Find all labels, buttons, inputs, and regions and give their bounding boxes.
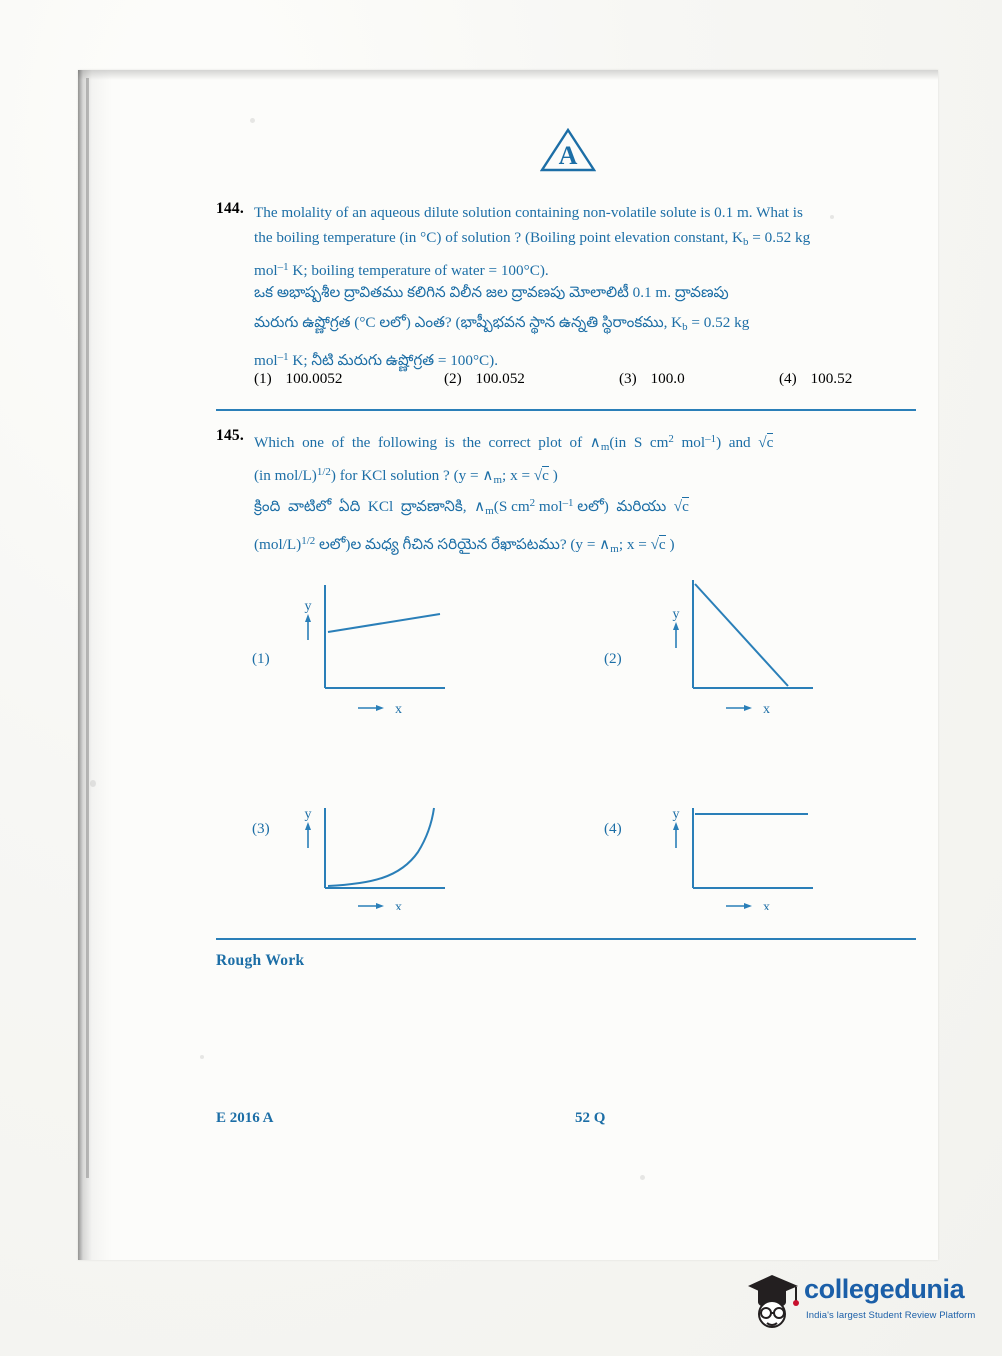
option-2-text: 100.052 bbox=[475, 370, 525, 387]
graph-option-4[interactable] bbox=[668, 760, 858, 915]
question-144-telugu bbox=[254, 278, 914, 376]
speckle bbox=[200, 1055, 204, 1059]
option-1-text: 100.0052 bbox=[285, 370, 343, 387]
rough-work-rule bbox=[216, 938, 916, 940]
question-144-english bbox=[254, 200, 914, 283]
q144-te-line-1: ఒక అభాష్పశీల ద్రావితము కలిగిన విలీన జల ద్రావణపు మోలాలిటీ 0.1 m. ద్రావణపు bbox=[254, 284, 729, 301]
svg-text:x: x bbox=[395, 702, 402, 717]
question-144-number: 144. bbox=[216, 200, 244, 217]
collegedunia-watermark bbox=[742, 1268, 992, 1338]
q145-te-line-1: క్రింది వాటిలో ఏది KCl ద్రావణానికి, $\wedge_m(S$ $cm^2$ mol$^{-1}$ లలో) మరియు √c bbox=[254, 497, 689, 517]
q144-en-line-2: the boiling temperature (in °C) of solution ? (Boiling point elevation constant, $K_b = 0.52$ kg bbox=[254, 229, 811, 249]
question-divider-rule bbox=[216, 409, 916, 411]
svg-text:x: x bbox=[763, 900, 770, 910]
graph-option-3[interactable] bbox=[300, 760, 490, 915]
question-145-number: 145. bbox=[216, 427, 244, 444]
q145-en-line-1: Which one of the following is the correct plot of $\wedge_m(in$ S $cm^2$ mol$^{-1}$) and √c bbox=[254, 433, 774, 453]
graph-option-4-label: (4) bbox=[604, 820, 622, 837]
question-145-english bbox=[254, 427, 914, 493]
q144-te-line-3: mol$^{-1}$ K; నీటి మరుగు ఉష్ణోగ్రత = 100°C). bbox=[254, 351, 499, 369]
question-145-telugu bbox=[254, 488, 914, 564]
svg-text:x: x bbox=[763, 702, 770, 717]
graph-option-3-label: (3) bbox=[252, 820, 270, 837]
option-1-label: (1) bbox=[254, 370, 272, 387]
option-2[interactable] bbox=[444, 370, 619, 388]
graph-option-1[interactable] bbox=[300, 570, 490, 725]
q144-en-line-1: The molality of an aqueous dilute solution containing non-volatile solute is 0.1 m. What is bbox=[254, 204, 803, 221]
option-4-text: 100.52 bbox=[810, 370, 853, 387]
question-144-options bbox=[254, 370, 944, 388]
rough-work-heading: Rough Work bbox=[216, 952, 305, 969]
graph-option-2-label: (2) bbox=[604, 650, 622, 667]
q145-te-line-2: $(mol/L)^{1/2}$ లలో)ల మధ్య గీచిన సరియైన రేఖాపటము? ($y = \wedge_m$; x = √c ) bbox=[254, 534, 675, 555]
option-4-label: (4) bbox=[779, 370, 797, 387]
binding-shadow bbox=[78, 70, 112, 1260]
svg-text:y: y bbox=[304, 599, 312, 614]
option-4[interactable] bbox=[779, 370, 852, 388]
footer-question-count: 52 Q bbox=[575, 1110, 606, 1126]
svg-text:y: y bbox=[672, 807, 680, 822]
booklet-code-logo bbox=[540, 128, 596, 172]
svg-text:y: y bbox=[304, 807, 312, 822]
option-3[interactable] bbox=[619, 370, 779, 388]
svg-text:y: y bbox=[672, 607, 680, 622]
graduate-avatar-icon bbox=[742, 1268, 802, 1330]
footer-exam-code: E 2016 A bbox=[216, 1110, 274, 1126]
q144-te-line-2: మరుగు ఉష్ణోగ్రత (°C లలో) ఎంత? (భాష్పీభవన స్థాన ఉన్నతి స్థిరాంకము, $K_b = 0.52$ kg bbox=[254, 314, 750, 334]
binding-line bbox=[86, 78, 89, 1178]
collegedunia-tagline: India's largest Student Review Platform bbox=[806, 1310, 976, 1321]
graph-option-1-label: (1) bbox=[252, 650, 270, 667]
collegedunia-brand: collegedunia bbox=[804, 1274, 965, 1304]
graph-option-2[interactable] bbox=[668, 570, 858, 725]
option-3-text: 100.0 bbox=[650, 370, 685, 387]
speckle bbox=[250, 118, 255, 123]
option-2-label: (2) bbox=[444, 370, 462, 387]
q145-en-line-2: (in mol/L)$^{1/2}$) for KCl solution ? ($y = \wedge_m$; x = √c ) bbox=[254, 465, 558, 486]
speckle bbox=[640, 1175, 645, 1180]
option-1[interactable] bbox=[254, 370, 444, 388]
svg-text:x: x bbox=[395, 900, 402, 910]
q144-en-line-3: mol$^{-1}$ K; boiling temperature of water = 100°C). bbox=[254, 261, 549, 279]
option-3-label: (3) bbox=[619, 370, 637, 387]
speckle bbox=[90, 780, 96, 787]
paper-top-edge-shadow bbox=[78, 70, 938, 80]
svg-text:A: A bbox=[558, 141, 578, 170]
